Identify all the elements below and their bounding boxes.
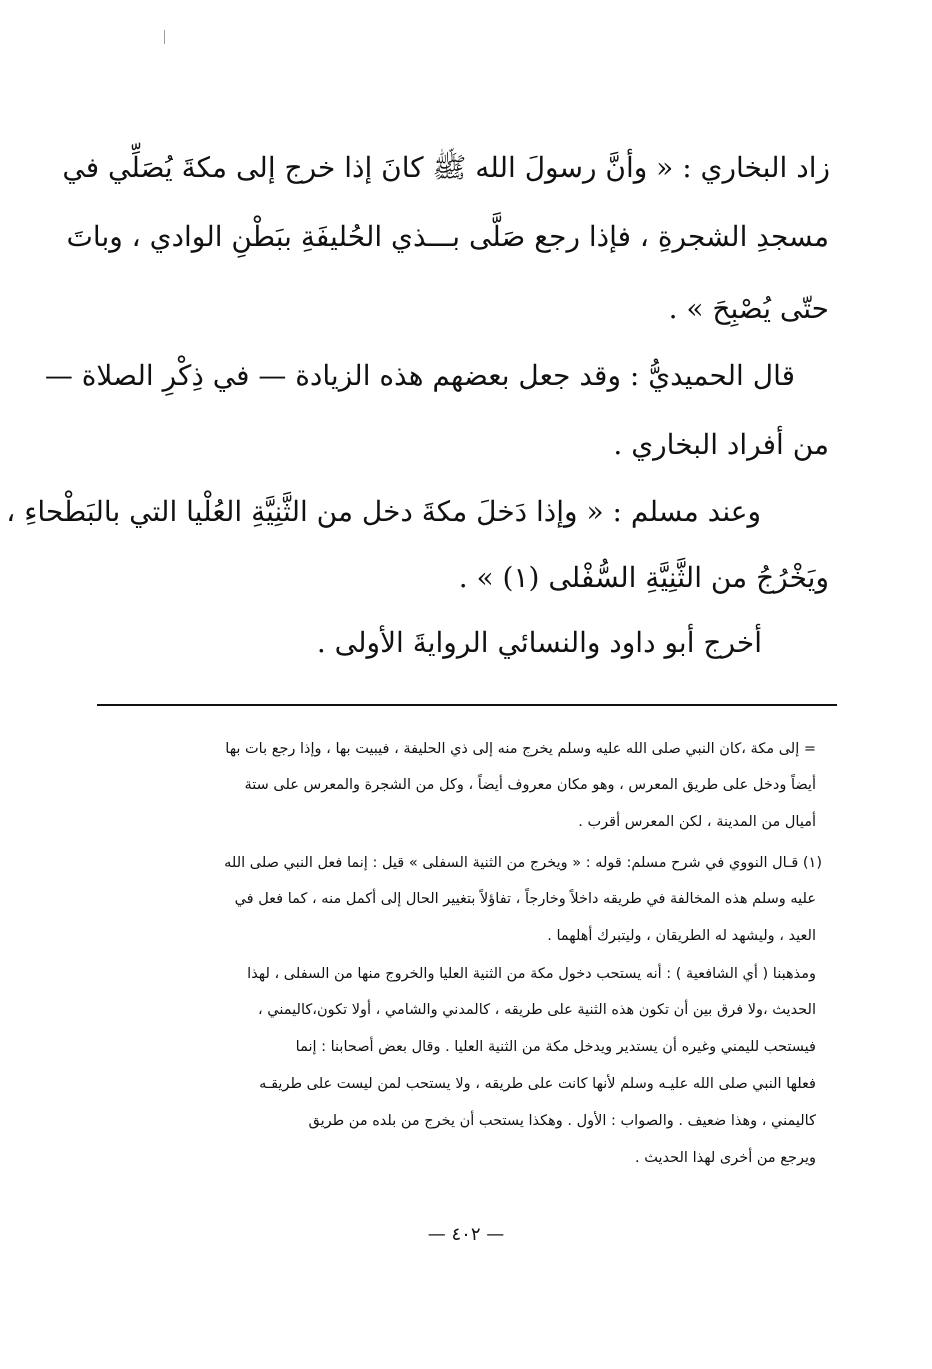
footnote-line: (١) قـال النووي في شرح مسلم: قوله : « ويخرج من الثنية السفلى » قيل : إنما فعل النبي صلى الله <box>224 855 822 871</box>
page-number: — ٤٠٢ — <box>427 1224 505 1245</box>
main-text-line: قال الحميديُّ : وقد جعل بعضهم هذه الزيادة — في ذِكْرِ الصلاة — <box>44 359 795 392</box>
footnote-line: أيضاً ودخل على طريق المعرس ، وهو مكان معروف أيضاً ، وكل من الشجرة والمعرس على ستة <box>244 777 816 793</box>
footnote-line: ويرجع من أخرى لهذا الحديث . <box>635 1150 816 1166</box>
main-text-line: أخرج أبو داود والنسائي الروايةَ الأولى . <box>316 626 762 659</box>
main-text-line: من أفراد البخاري . <box>613 428 829 461</box>
footnote-line: عليه وسلم هذه المخالفة في طريقه داخلاً وخارجاً ، تفاؤلاً بتغيير الحال إلى أكمل منه ، كما فعل في <box>234 891 816 907</box>
main-text-line: حتّى يُصْبِحَ » . <box>668 292 829 325</box>
footnote-line: فيستحب لليمني وغيره أن يستدير ويدخل مكة من الثنية العليا . وقال بعض أصحابنا : إنما <box>295 1039 816 1055</box>
main-text-line: وعند مسلم : « وإذا دَخلَ مكةَ دخل من الثَّنِيَّةِ العُلْيا التي بالبَطْحاءِ ، <box>6 495 761 528</box>
footnote-line: كاليمني ، وهذا ضعيف . والصواب : الأول . وهكذا يستحب أن يخرج من بلده من طريق <box>308 1113 816 1129</box>
main-text-line: ويَخْرُجُ من الثَّنِيَّةِ السُّفْلى (١) » . <box>458 561 829 594</box>
footnote-line: أميال من المدينة ، لكن المعرس أقرب . <box>578 814 816 830</box>
main-text-line: مسجدِ الشجرةِ ، فإذا رجع صَلَّى بـــذي الحُليفَةِ ببَطْنِ الوادي ، وباتَ <box>66 220 829 253</box>
footnote-line: ومذهبنا ( أي الشافعية ) : أنه يستحب دخول مكة من الثنية العليا والخروج منها من السفلى ، لهذا <box>247 966 816 982</box>
footnote-divider <box>97 704 837 706</box>
main-text-line: زاد البخاري : « وأنَّ رسولَ الله ﷺ كانَ إذا خرج إلى مكةَ يُصَلِّي في <box>62 151 830 184</box>
scan-mark <box>164 30 165 44</box>
footnote-line: العيد ، وليشهد له الطريقان ، وليتبرك أهلهما . <box>547 928 816 944</box>
footnote-line: فعلها النبي صلى الله عليـه وسلم لأنها كانت على طريقه ، ولا يستحب لمن ليست على طريقـه <box>259 1076 816 1092</box>
footnote-line: الحديث ،ولا فرق بين أن تكون هذه الثنية على طريقه ، كالمدني والشامي ، أولا تكون،كاليمني ، <box>258 1002 816 1018</box>
footnote-line: = إلى مكة ،كان النبي صلى الله عليه وسلم يخرج منه إلى ذي الحليفة ، فيبيت بها ، وإذا رجع بات بها <box>225 741 816 757</box>
